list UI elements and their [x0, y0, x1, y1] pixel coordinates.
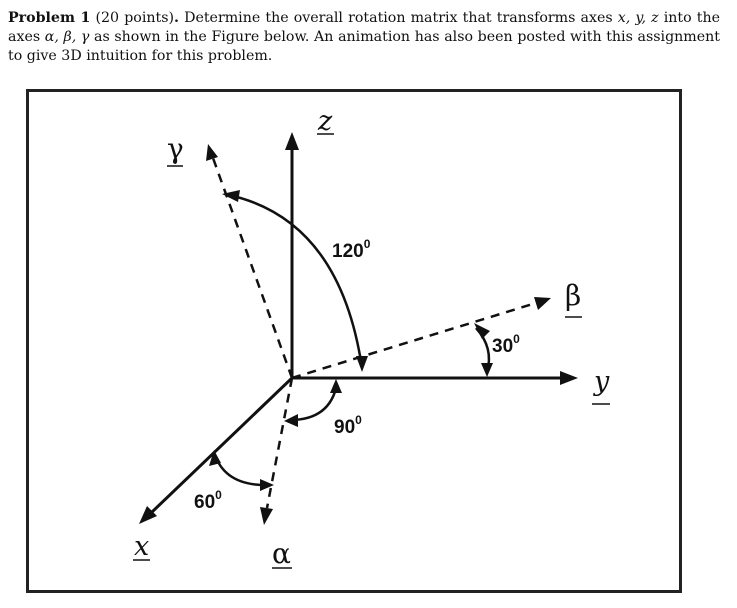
y-axis-arrowhead [560, 371, 578, 385]
problem-points: (20 points) [95, 10, 175, 26]
math-xyz: x, y, z [617, 10, 659, 26]
angle-arc-120 [229, 195, 362, 368]
angle-value-30: 30 [492, 336, 514, 357]
angle-arc-120-arrow-bottom [356, 356, 368, 372]
angle-arc-30-arrow-top [474, 323, 490, 339]
math-alpha-beta-gamma: α, β, γ [44, 29, 90, 45]
problem-text-part3: as shown in the Figure below. An animation has also been posted with this assignment to give 3D intuition for this problem. [8, 29, 720, 64]
problem-text-part1: Determine the overall rotation matrix that transforms axes [178, 10, 618, 26]
angle-value-90: 90 [334, 417, 356, 438]
angle-label-30 [492, 332, 520, 357]
angle-label-120 [332, 237, 371, 262]
gamma-axis-label: γ [167, 132, 184, 165]
alpha-axis-arrowhead [260, 507, 273, 525]
z-axis-label: z [318, 106, 333, 137]
angle-label-60 [194, 488, 222, 513]
angle-value-120: 120 [332, 241, 364, 262]
x-axis-label: x [134, 531, 150, 562]
angle-unit-30: 0 [513, 332, 520, 346]
beta-axis-arrowhead [534, 297, 551, 310]
angle-unit-60: 0 [215, 488, 222, 502]
angle-unit-120: 0 [363, 237, 371, 251]
gamma-axis [213, 158, 292, 378]
angle-arc-90-arrow-top [330, 379, 342, 393]
y-axis-label: y [594, 366, 610, 397]
angle-label-90 [334, 413, 362, 438]
angle-arc-30-arrow-bottom [481, 363, 493, 377]
problem-period: . [174, 10, 179, 26]
problem-text-part2: into the axes [8, 10, 720, 45]
angle-arc-90-arrow-bottom [284, 414, 298, 427]
angle-unit-90: 0 [355, 413, 362, 427]
problem-heading: Problem 1 [8, 10, 91, 26]
beta-axis-label: β [565, 279, 582, 312]
alpha-axis-label: α [272, 537, 291, 570]
angle-value-60: 60 [194, 492, 216, 513]
z-axis-arrowhead [285, 132, 299, 150]
gamma-axis-arrowhead [206, 144, 218, 161]
